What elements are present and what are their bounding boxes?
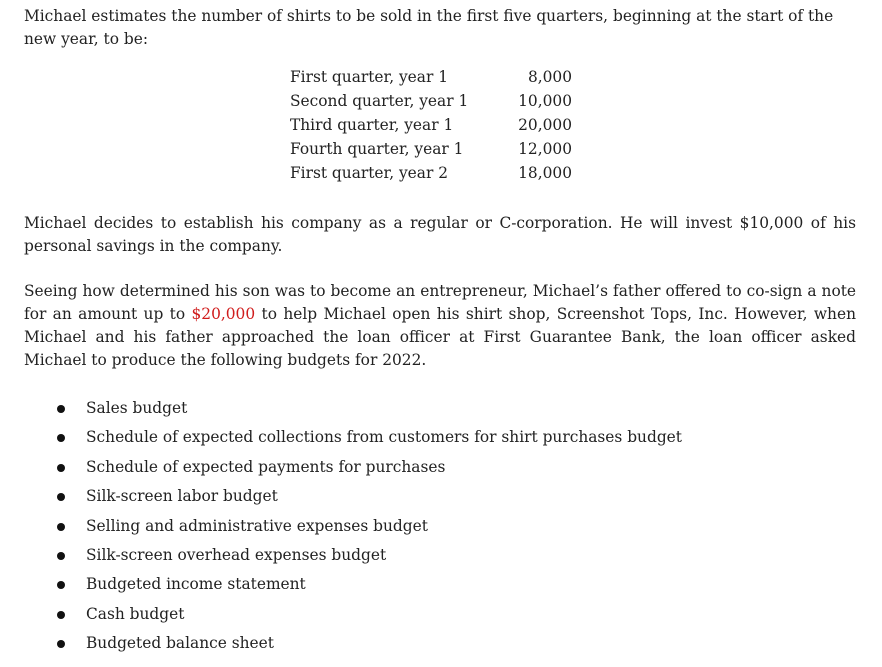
bullet-icon [57,640,65,648]
quarter-value: 10,000 [518,92,572,110]
list-item [56,600,682,629]
budget-item-label: Schedule of expected collections from customers for shirt purchases budget [86,428,682,447]
budget-item-label: Schedule of expected payments for purchases [86,457,446,476]
list-item [56,482,682,511]
bullet-icon [57,405,65,413]
intro-paragraph: Michael estimates the number of shirts to be sold in the first five quarters, beginning at the start of the new year, to be: [24,7,834,48]
budget-item-label: Selling and administrative expenses budget [86,516,428,535]
quarter-label: Third quarter, year 1 [290,116,454,134]
bullet-icon [57,523,65,531]
quarter-value: 8,000 [527,68,572,86]
quarter-label: Second quarter, year 1 [290,92,469,110]
quarter-label: First quarter, year 2 [290,164,448,182]
loan-amount-highlight: $20,000 [191,305,256,323]
bullet-icon [57,464,65,472]
quarter-value: 18,000 [518,164,572,182]
bullet-icon [57,493,65,501]
table-row [290,137,572,161]
list-item [56,453,682,482]
loan-text-before: Seeing how determined his son was to become an entrepreneur, Michael’s father offered to co-sign a note for an amount up to [24,282,856,323]
bullet-icon [57,552,65,560]
loan-text-after: to help Michael open his shirt shop, Screenshot Tops, Inc. However, when Michael and his father approached the loan officer at First Guarantee Bank, the loan officer asked Michael to produce the following budgets for 2022. [24,305,856,369]
budget-item-label: Budgeted balance sheet [86,634,274,653]
quarter-value: 12,000 [518,140,572,158]
list-item [56,629,682,658]
budget-item-label: Sales budget [86,399,188,417]
budget-item-label: Silk-screen overhead expenses budget [86,545,387,564]
budget-list [56,394,682,659]
budget-item-label: Silk-screen labor budget [86,487,278,506]
list-item [56,394,682,423]
budget-item-label: Cash budget [86,604,185,623]
table-row [290,89,572,113]
table-row [290,161,572,185]
table-row [290,113,572,137]
quarter-value: 20,000 [518,116,572,134]
list-item [56,570,682,599]
quarterly-sales-table [290,65,572,185]
quarter-label: Fourth quarter, year 1 [290,140,464,158]
corporation-paragraph: Michael decides to establish his company as a regular or C-corporation. He will invest $10,000 of his personal savings in the company. [24,214,856,255]
bullet-icon [57,581,65,589]
quarter-label: First quarter, year 1 [290,68,448,86]
list-item [56,541,682,570]
bullet-icon [57,611,65,619]
table-row [290,65,572,89]
list-item [56,423,682,452]
bullet-icon [57,434,65,442]
list-item [56,512,682,541]
budget-item-label: Budgeted income statement [86,575,306,594]
loan-paragraph [24,280,856,372]
